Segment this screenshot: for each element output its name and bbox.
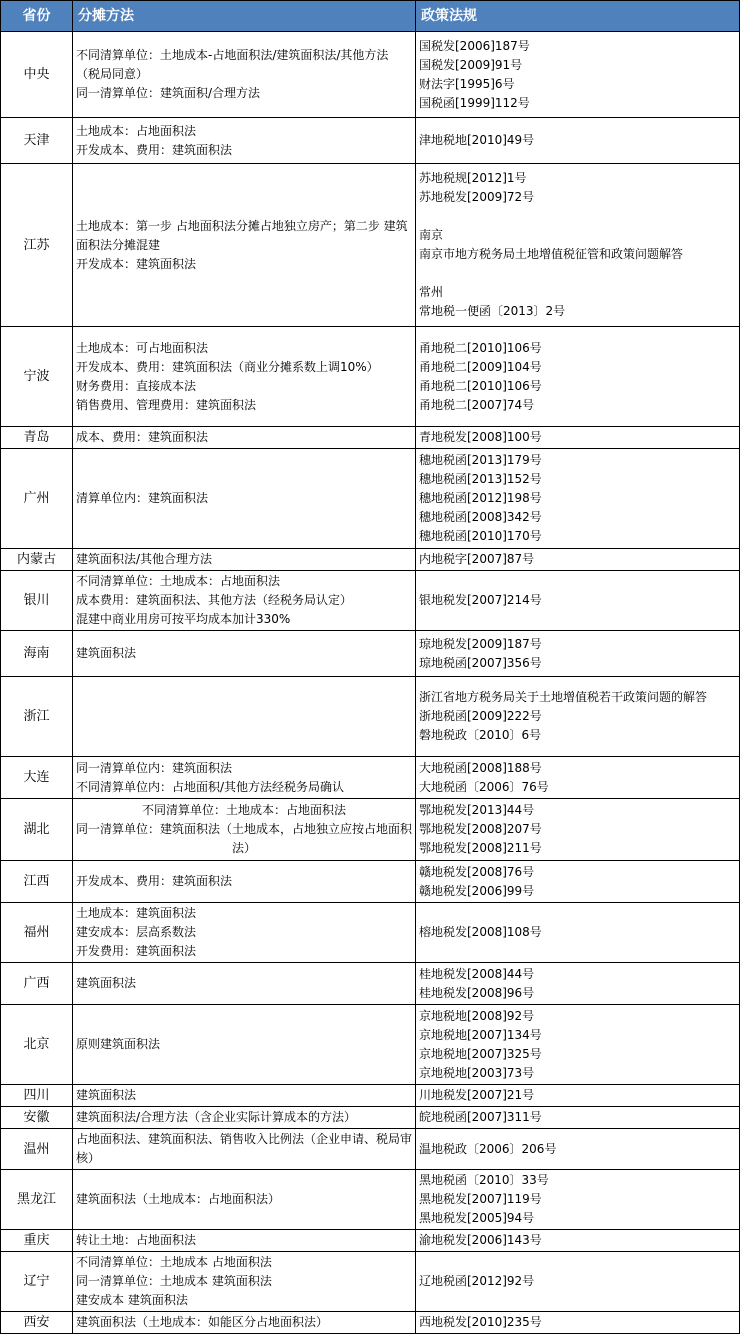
policy-line: 磐地税政〔2010〕6号 — [419, 728, 542, 742]
policy-line: 辽地税函[2012]92号 — [419, 1274, 535, 1288]
table-row — [1, 861, 740, 903]
policy-cell — [416, 1252, 740, 1312]
method-cell — [73, 963, 416, 1005]
province-cell: 四川 — [1, 1085, 73, 1107]
method-line: 不同清算单位：土地成本 占地面积法 — [76, 1255, 272, 1269]
policy-line: 南京 — [419, 228, 444, 242]
policy-line: 渝地税发[2006]143号 — [419, 1233, 542, 1247]
policy-line: 温地税政〔2006〕206号 — [419, 1141, 557, 1156]
policy-line: 财法字[1995]6号 — [419, 76, 515, 91]
policy-line: 黑地税发[2007]119号 — [419, 1192, 542, 1206]
method-line: 不同清算单位内：占地面积/其他方法经税务局确认 — [76, 779, 345, 794]
method-line: 建筑面积法（土地成本：占地面积法） — [76, 1192, 281, 1206]
method-line: 成本费用：建筑面积法、其他方法（经税务局认定） — [76, 593, 353, 607]
method-cell — [73, 1230, 416, 1252]
province-cell: 温州 — [1, 1129, 73, 1170]
policy-line: 京地税地[2003]73号 — [419, 1065, 535, 1080]
policy-cell — [416, 549, 740, 571]
method-line: 开发成本、费用：建筑面积法（商业分摊系数上调10%） — [76, 359, 379, 374]
policy-line — [419, 207, 736, 226]
method-line: 建安成本 建筑面积法 — [76, 1293, 188, 1307]
policy-cell — [416, 1129, 740, 1170]
policy-line: 常地税一便函〔2013〕2号 — [419, 304, 566, 318]
policy-cell — [416, 164, 740, 327]
policy-line: 鄂地税发[2008]207号 — [419, 822, 542, 836]
policy-line: 南京市地方税务局土地增值税征管和政策问题解答 — [419, 247, 684, 261]
policy-line: 浙江省地方税务局关于土地增值税若干政策问题的解答 — [419, 690, 708, 704]
method-line: 同一清算单位：建筑面积法（土地成本，占地独立应按占地面积法） — [76, 822, 413, 855]
policy-line: 赣地税发[2006]99号 — [419, 883, 535, 898]
method-cell — [73, 757, 416, 799]
province-cell: 重庆 — [1, 1230, 73, 1252]
policy-cell — [416, 861, 740, 903]
policy-line: 甬地税二[2010]106号 — [419, 340, 542, 355]
province-cell: 银川 — [1, 571, 73, 631]
policy-line: 黑地税函〔2010〕33号 — [419, 1173, 549, 1187]
method-line: 财务费用：直接成本法 — [76, 378, 197, 393]
policy-cell — [416, 963, 740, 1005]
policy-line: 津地税地[2010]49号 — [419, 133, 535, 147]
table-row — [1, 1107, 740, 1129]
policy-line: 琼地税函[2007]356号 — [419, 655, 542, 670]
policy-cell — [416, 1005, 740, 1085]
policy-cell — [416, 1085, 740, 1107]
header-method: 分摊方法 — [73, 1, 416, 32]
table-row — [1, 427, 740, 449]
province-cell: 大连 — [1, 757, 73, 799]
method-cell — [73, 571, 416, 631]
method-cell — [73, 1252, 416, 1312]
province-cell: 广西 — [1, 963, 73, 1005]
method-cell — [73, 861, 416, 903]
policy-line: 榕地税发[2008]108号 — [419, 925, 542, 939]
province-cell: 宁波 — [1, 327, 73, 427]
table-row — [1, 327, 740, 427]
policy-line: 甬地税二[2009]104号 — [419, 359, 542, 374]
province-cell: 天津 — [1, 118, 73, 164]
policy-line: 皖地税函[2007]311号 — [419, 1110, 542, 1124]
policy-cell — [416, 903, 740, 963]
province-cell: 黑龙江 — [1, 1170, 73, 1230]
policy-line: 大地税函[2008]188号 — [419, 760, 542, 775]
policy-line: 桂地税发[2008]44号 — [419, 966, 535, 981]
method-line: 土地成本：占地面积法 — [76, 123, 197, 138]
policy-line: 穗地税函[2013]179号 — [419, 453, 542, 467]
province-cell: 青岛 — [1, 427, 73, 449]
method-line: 土地成本：第一步 占地面积法分摊占地独立房产；第二步 建筑面积法分摊混建 — [76, 218, 408, 252]
policy-line: 国税发[2009]91号 — [419, 57, 523, 72]
table-row — [1, 631, 740, 677]
method-cell — [73, 164, 416, 327]
policy-cell — [416, 118, 740, 164]
policy-line: 内地税字[2007]87号 — [419, 552, 535, 566]
method-line: 建安成本：层高系数法 — [76, 925, 197, 939]
method-cell — [73, 32, 416, 118]
method-line: 混建中商业用房可按平均成本加计330% — [76, 612, 291, 626]
method-line: 不同清算单位：土地成本：占地面积法 — [76, 574, 281, 588]
policy-line: 甬地税二[2007]74号 — [419, 397, 535, 412]
policy-cell — [416, 449, 740, 549]
header-province: 省份 — [1, 1, 73, 32]
policy-line: 苏地税发[2009]72号 — [419, 190, 535, 204]
policy-line — [419, 264, 736, 283]
table-row — [1, 1230, 740, 1252]
method-line — [76, 707, 412, 726]
method-cell — [73, 327, 416, 427]
policy-line: 川地税发[2007]21号 — [419, 1088, 535, 1102]
province-cell: 内蒙古 — [1, 549, 73, 571]
policy-line: 常州 — [419, 285, 444, 299]
method-line: 建筑面积法 — [76, 976, 137, 990]
method-cell — [73, 118, 416, 164]
province-cell: 广州 — [1, 449, 73, 549]
policy-line: 甬地税二[2010]106号 — [419, 378, 542, 393]
table-row — [1, 799, 740, 861]
province-cell: 江西 — [1, 861, 73, 903]
method-cell — [73, 1170, 416, 1230]
province-cell: 江苏 — [1, 164, 73, 327]
policy-line: 黑地税发[2005]94号 — [419, 1211, 535, 1225]
method-line: 同一清算单位内：建筑面积法 — [76, 760, 233, 775]
province-cell: 安徽 — [1, 1107, 73, 1129]
table-row — [1, 118, 740, 164]
table-row — [1, 963, 740, 1005]
method-cell — [73, 903, 416, 963]
policy-line: 青地税发[2008]100号 — [419, 430, 542, 444]
table-row — [1, 677, 740, 757]
table-row — [1, 32, 740, 118]
policy-line: 鄂地税发[2008]211号 — [419, 841, 542, 855]
method-cell — [73, 677, 416, 757]
method-line: 不同清算单位：土地成本-占地面积法/建筑面积法/其他方法（税局同意） — [76, 48, 389, 81]
policy-line: 大地税函〔2006〕76号 — [419, 779, 549, 794]
table-row — [1, 449, 740, 549]
table-row — [1, 903, 740, 963]
province-cell: 北京 — [1, 1005, 73, 1085]
policy-line: 琼地税发[2009]187号 — [419, 636, 542, 651]
policy-cell — [416, 32, 740, 118]
policy-line: 国税函[1999]112号 — [419, 95, 530, 110]
policy-line: 国税发[2006]187号 — [419, 38, 530, 53]
policy-cell — [416, 799, 740, 861]
header-policy: 政策法规 — [416, 1, 740, 32]
province-cell: 中央 — [1, 32, 73, 118]
method-cell — [73, 427, 416, 449]
method-line: 土地成本：建筑面积法 — [76, 906, 197, 920]
method-cell — [73, 1312, 416, 1334]
province-cell: 福州 — [1, 903, 73, 963]
policy-line: 京地税地[2008]92号 — [419, 1008, 535, 1023]
province-cell: 海南 — [1, 631, 73, 677]
policy-cell — [416, 631, 740, 677]
policy-cell — [416, 1107, 740, 1129]
table-header-row — [1, 1, 740, 32]
method-line: 开发成本：建筑面积法 — [76, 256, 197, 271]
policy-cell — [416, 1230, 740, 1252]
policy-line: 银地税发[2007]214号 — [419, 593, 542, 607]
method-cell — [73, 631, 416, 677]
policy-line: 赣地税发[2008]76号 — [419, 864, 535, 879]
table-row — [1, 1085, 740, 1107]
method-line: 建筑面积法 — [76, 646, 137, 660]
table-body — [1, 32, 740, 1334]
table-row — [1, 549, 740, 571]
province-cell: 西安 — [1, 1312, 73, 1334]
method-line: 建筑面积法 — [76, 1088, 137, 1102]
policy-line: 穗地税函[2013]152号 — [419, 472, 542, 486]
method-line: 成本、费用：建筑面积法 — [76, 430, 209, 444]
method-line: 建筑面积法（土地成本：如能区分占地面积法） — [76, 1315, 329, 1329]
method-cell — [73, 1129, 416, 1170]
method-line: 不同清算单位：土地成本：占地面积法 — [141, 803, 346, 817]
method-line: 销售费用、管理费用：建筑面积法 — [76, 397, 257, 412]
policy-line: 鄂地税发[2013]44号 — [419, 803, 535, 817]
policy-cell — [416, 677, 740, 757]
table-row — [1, 1312, 740, 1334]
method-cell — [73, 1085, 416, 1107]
method-line: 土地成本：可占地面积法 — [76, 340, 209, 355]
policy-cell — [416, 427, 740, 449]
policy-line: 浙地税函[2009]222号 — [419, 709, 542, 723]
method-line: 开发成本、费用：建筑面积法 — [76, 874, 233, 888]
method-line: 同一清算单位：建筑面积/合理方法 — [76, 86, 261, 100]
table-row — [1, 757, 740, 799]
table-row — [1, 164, 740, 327]
method-cell — [73, 1107, 416, 1129]
policy-cell — [416, 757, 740, 799]
policy-line: 桂地税发[2008]96号 — [419, 985, 535, 1000]
method-cell — [73, 799, 416, 861]
method-line: 开发成本、费用：建筑面积法 — [76, 142, 233, 157]
policy-line: 苏地税规[2012]1号 — [419, 171, 527, 185]
method-cell — [73, 1005, 416, 1085]
table-row — [1, 1252, 740, 1312]
method-line: 同一清算单位：土地成本 建筑面积法 — [76, 1274, 272, 1288]
province-cell: 浙江 — [1, 677, 73, 757]
method-line: 转让土地：占地面积法 — [76, 1233, 197, 1247]
policy-line: 西地税发[2010]235号 — [419, 1315, 542, 1329]
policy-cell — [416, 571, 740, 631]
table-row — [1, 571, 740, 631]
method-line: 开发费用：建筑面积法 — [76, 944, 197, 958]
table-row — [1, 1005, 740, 1085]
province-cell: 湖北 — [1, 799, 73, 861]
table-row — [1, 1129, 740, 1170]
policy-line: 穗地税函[2010]170号 — [419, 529, 542, 543]
policy-line: 京地税地[2007]134号 — [419, 1027, 542, 1042]
method-line: 占地面积法、建筑面积法、销售收入比例法（企业申请、税局审核） — [76, 1132, 413, 1165]
policy-cell — [416, 1312, 740, 1334]
policy-cell — [416, 327, 740, 427]
table-row — [1, 1170, 740, 1230]
method-cell — [73, 449, 416, 549]
method-line: 建筑面积法/合理方法（含企业实际计算成本的方法） — [76, 1110, 357, 1124]
policy-line: 京地税地[2007]325号 — [419, 1046, 542, 1061]
method-line: 清算单位内：建筑面积法 — [76, 491, 209, 505]
policy-cell — [416, 1170, 740, 1230]
province-cell: 辽宁 — [1, 1252, 73, 1312]
method-cell — [73, 549, 416, 571]
method-line: 原则建筑面积法 — [76, 1037, 161, 1051]
method-line: 建筑面积法/其他合理方法 — [76, 552, 213, 566]
policy-line: 穗地税函[2012]198号 — [419, 491, 542, 505]
policy-line: 穗地税函[2008]342号 — [419, 510, 542, 524]
